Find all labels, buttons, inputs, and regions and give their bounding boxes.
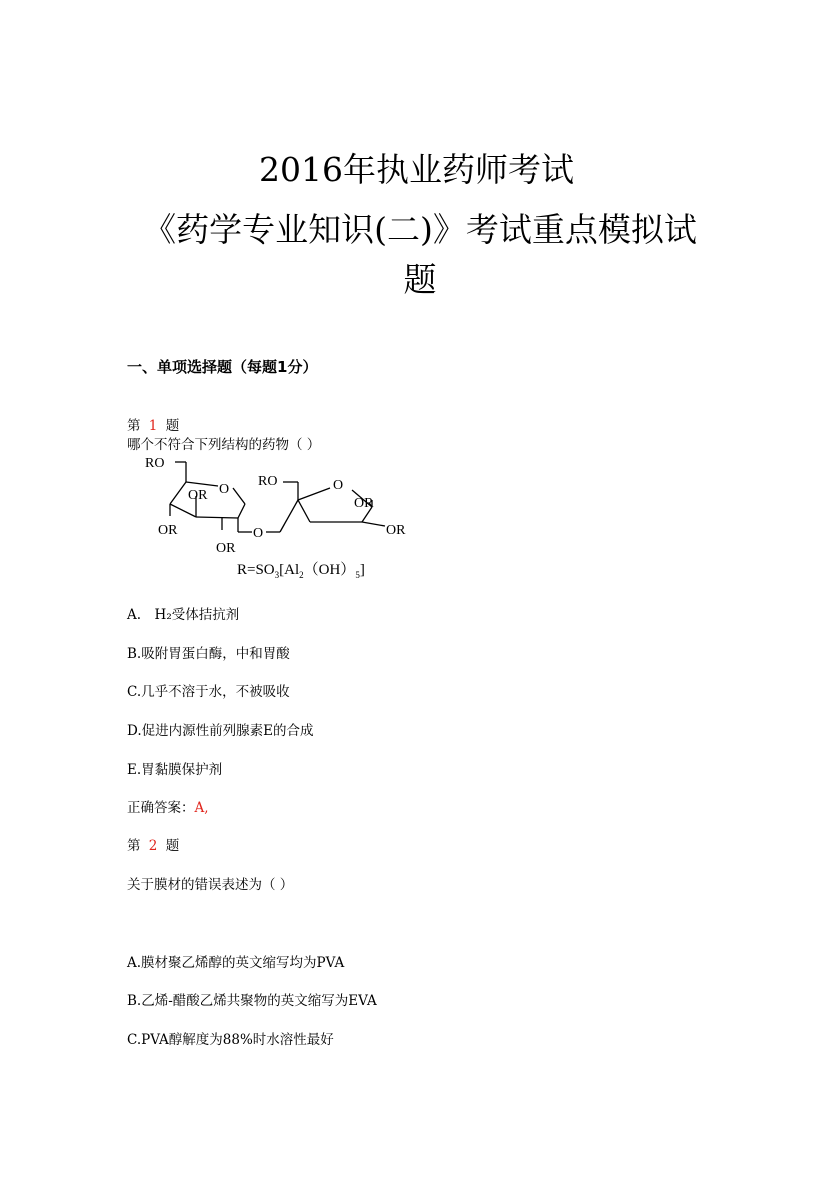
question-1-option-a: A. H₂受体拮抗剂 <box>127 607 240 623</box>
structure-label: OR <box>158 523 178 538</box>
section-heading: 一、单项选择题（每题1分） <box>127 358 318 376</box>
chemical-structure <box>140 452 410 584</box>
question-2-option-c: C.PVA醇解度为88%时水溶性最好 <box>127 1032 334 1048</box>
structure-formula: $R=SO_3[Al_2(OH)_5]$ <box>237 562 365 580</box>
structure-label: O <box>333 478 344 493</box>
document-subtitle: 《药学专业知识(二)》考试重点模拟试题 <box>143 210 697 299</box>
structure-label: OR <box>386 523 406 538</box>
document-title: 2016年执业药师考试 <box>259 150 574 189</box>
question-1-option-b: B.吸附胃蛋白酶，中和胃酸 <box>127 646 290 662</box>
structure-label: OR <box>216 541 236 556</box>
question-2-stem: 关于膜材的错误表述为（ ） <box>127 877 294 893</box>
structure-label: OR <box>354 496 374 511</box>
question-2-number: 第 2 题 <box>127 838 180 854</box>
question-1-option-c: C.几乎不溶于水，不被吸收 <box>127 684 290 700</box>
question-1-answer: 正确答案：A, <box>127 800 209 816</box>
structure-label: O <box>253 526 264 541</box>
question-1-option-d: D.促进内源性前列腺素E的合成 <box>127 723 314 739</box>
question-1-option-e: E.胃黏膜保护剂 <box>127 762 223 778</box>
structure-label: OR <box>188 488 208 503</box>
structure-label: RO <box>258 474 278 489</box>
structure-label: RO <box>145 456 165 471</box>
question-2-option-b: B.乙烯-醋酸乙烯共聚物的英文缩写为EVA <box>127 993 377 1009</box>
structure-label: O <box>219 482 230 497</box>
question-1-number: 第 1 题 <box>127 418 180 434</box>
question-2-option-a: A.膜材聚乙烯醇的英文缩写均为PVA <box>127 955 345 971</box>
question-1-stem: 哪个不符合下列结构的药物（ ） <box>127 437 321 453</box>
